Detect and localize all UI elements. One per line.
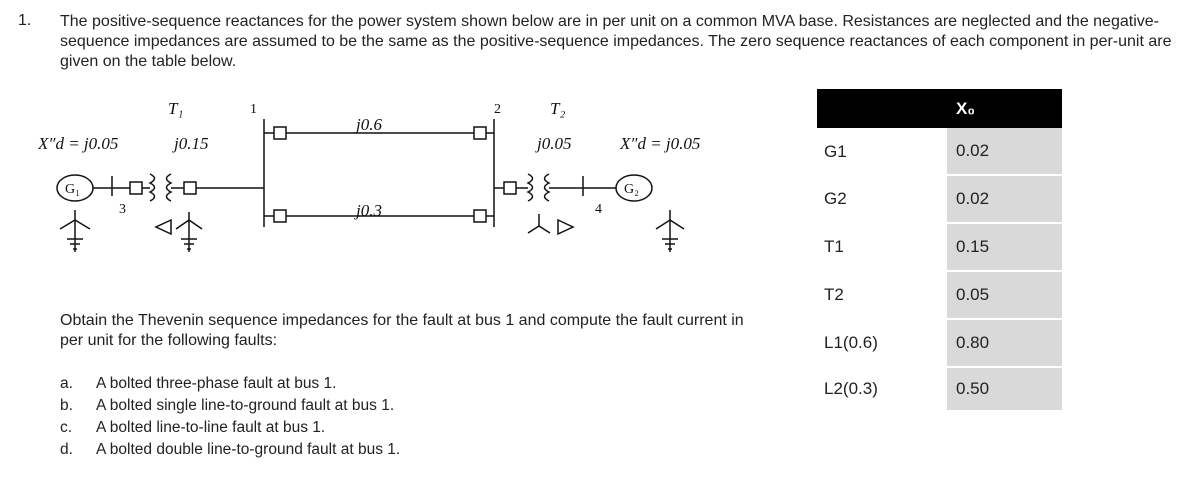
question-prompt: Obtain the Thevenin sequence impedances for the fault at bus 1 and compute the fault current in per unit for the following faults:	[60, 312, 744, 349]
x0-value: 0.02	[947, 128, 1062, 175]
bus-4-label: 4	[595, 202, 602, 217]
table-row	[817, 128, 1062, 175]
component-name: G1	[817, 128, 947, 175]
item-text: A bolted double line-to-ground fault at bus 1.	[96, 441, 401, 458]
table-row	[817, 223, 1062, 271]
question-number: 1.	[18, 12, 32, 29]
table-header-row	[817, 89, 1062, 128]
t2-winding-secondary	[545, 174, 550, 201]
fault-parts-list	[60, 373, 400, 461]
breaker-l2-left	[274, 210, 286, 222]
breaker-l1-left	[274, 127, 286, 139]
x0-value: 0.15	[947, 223, 1062, 271]
component-name: T1	[817, 223, 947, 271]
bus-3-label: 3	[119, 202, 126, 217]
table-row	[817, 271, 1062, 319]
table-row	[817, 367, 1062, 410]
component-name: T2	[817, 271, 947, 319]
x0-value: 0.05	[947, 271, 1062, 319]
g1-ground-symbol	[60, 210, 90, 252]
item-letter: a.	[60, 375, 73, 392]
t2-connection-symbol	[528, 214, 573, 234]
g2-ground-symbol	[656, 210, 684, 252]
list-item	[60, 439, 400, 461]
item-text: A bolted three-phase fault at bus 1.	[96, 375, 337, 392]
breaker-l1-right	[474, 127, 486, 139]
one-line-diagram	[38, 92, 738, 267]
g2-label: G₂	[624, 182, 639, 197]
list-item	[60, 373, 400, 395]
table-row	[817, 319, 1062, 367]
breaker-g1	[130, 182, 142, 194]
t1-connection-symbol	[156, 212, 202, 252]
t1-reactance: j0.15	[174, 134, 209, 153]
list-item	[60, 395, 400, 417]
t1-label: T₁	[168, 99, 184, 118]
t2-reactance: j0.05	[537, 134, 572, 153]
component-name: G2	[817, 175, 947, 223]
table-row	[817, 175, 1062, 223]
t1-winding-secondary	[167, 174, 172, 201]
item-letter: d.	[60, 441, 73, 458]
g1-label: G₁	[65, 182, 80, 197]
x0-value: 0.80	[947, 319, 1062, 367]
line2-reactance: j0.3	[356, 201, 382, 220]
bus-2-label: 2	[494, 102, 501, 117]
component-name: L2(0.3)	[817, 367, 947, 410]
item-letter: c.	[60, 419, 73, 436]
item-text: A bolted line-to-line fault at bus 1.	[96, 419, 326, 436]
x0-value: 0.50	[947, 367, 1062, 410]
zero-sequence-table	[817, 89, 1062, 410]
table-header-x0: X₀	[947, 89, 1062, 128]
t2-winding-primary	[528, 174, 533, 201]
item-letter: b.	[60, 397, 73, 414]
question-intro: The positive-sequence reactances for the power system shown below are in per unit on a common MVA base. Resistances are neglected and the negative-sequence impedances are assumed to be the same as the positive-sequence impedances. The zero sequence reactances of each component in per-unit are given on the table below.	[60, 13, 1172, 70]
breaker-t1	[184, 182, 196, 194]
t1-winding-primary	[150, 174, 155, 201]
t2-label: T₂	[550, 99, 566, 118]
list-item	[60, 417, 400, 439]
component-name: L1(0.6)	[817, 319, 947, 367]
g1-reactance: X″d = j0.05	[38, 134, 119, 153]
g2-reactance: X″d = j0.05	[620, 134, 701, 153]
item-text: A bolted single line-to-ground fault at bus 1.	[96, 397, 395, 414]
bus-1-label: 1	[250, 102, 257, 117]
table-header-blank	[817, 89, 947, 128]
breaker-l2-right	[474, 210, 486, 222]
breaker-t2	[504, 182, 516, 194]
x0-value: 0.02	[947, 175, 1062, 223]
line1-reactance: j0.6	[356, 115, 382, 134]
